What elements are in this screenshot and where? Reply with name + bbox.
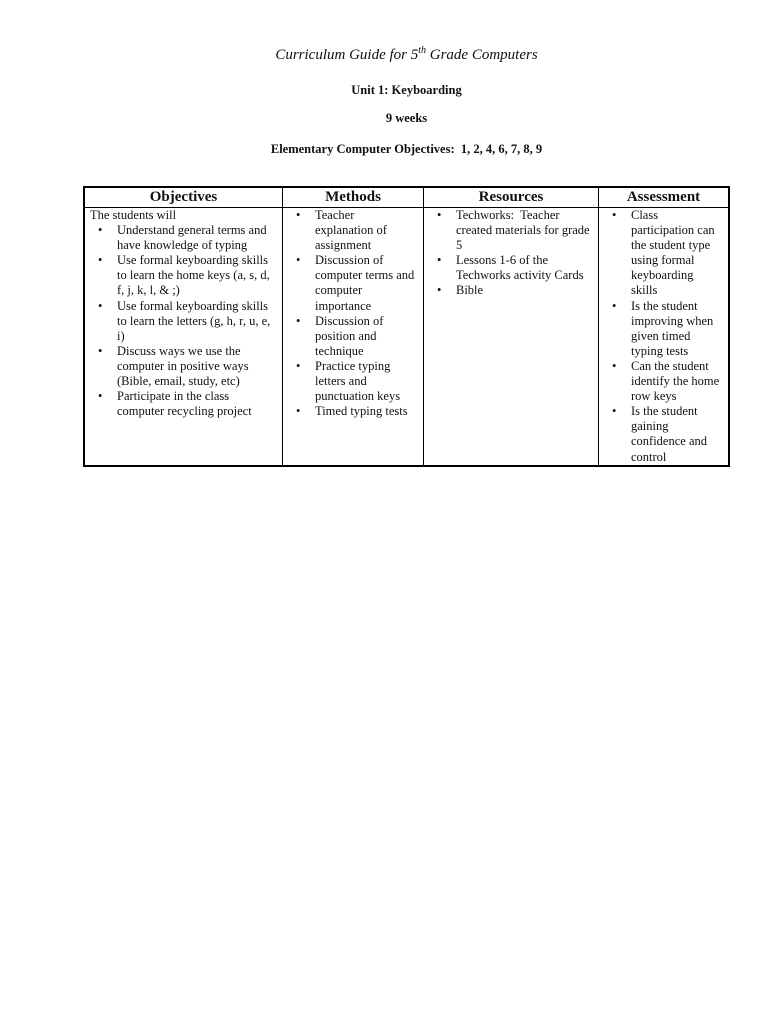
title-text-end: Grade Computers [426,47,538,63]
list-item: • Understand general terms and have knowledge of typing [117,223,275,253]
list-item: • Discussion of computer terms and computer importance [315,253,416,313]
resources-cell [424,208,599,465]
duration-heading: 9 weeks [385,111,428,125]
objectives-cell [85,208,283,465]
assessment-list [604,208,728,465]
header-assessment: Assessment [599,188,728,208]
list-item: • Bible [456,283,594,298]
header-objectives: Objectives [85,188,283,208]
list-item: • Class participation can the student type using formal keyboarding skills [631,208,722,299]
list-item: • Discuss ways we use the computer in positive ways (Bible, email, study, etc) [117,344,275,389]
list-item: • Teacher explanation of assignment [315,208,416,253]
methods-list [288,208,423,419]
list-item: • Discussion of position and technique [315,314,416,359]
objectives-list [90,223,282,419]
list-item: • Can the student identify the home row keys [631,359,722,404]
assessment-cell [599,208,728,465]
methods-cell [283,208,424,465]
list-item: • Use formal keyboarding skills to learn the home keys (a, s, d, f, j, k, l, & ;) [117,253,275,298]
list-item: • Timed typing tests [315,404,416,419]
title-superscript: th [418,45,427,56]
objectives-intro: The students will [90,208,177,222]
list-item: • Practice typing letters and punctuation keys [315,359,416,404]
unit-heading: Unit 1: Keyboarding [351,83,462,97]
list-item: • Is the student gaining confidence and control [631,404,722,464]
curriculum-table [83,186,730,467]
resources-list [429,208,598,299]
title-text-start: Curriculum Guide for 5 [275,47,419,63]
header-resources: Resources [424,188,599,208]
list-item: • Techworks: Teacher created materials for grade 5 [456,208,594,253]
document-title [83,45,730,65]
list-item: • Is the student improving when given timed typing tests [631,299,722,359]
list-item: • Lessons 1-6 of the Techworks activity Cards [456,253,594,283]
list-item: • Participate in the class computer recycling project [117,389,275,419]
header-methods: Methods [283,188,424,208]
objectives-heading: Elementary Computer Objectives: 1, 2, 4, 6, 7, 8, 9 [270,142,543,156]
list-item: • Use formal keyboarding skills to learn the letters (g, h, r, u, e, i) [117,299,275,344]
